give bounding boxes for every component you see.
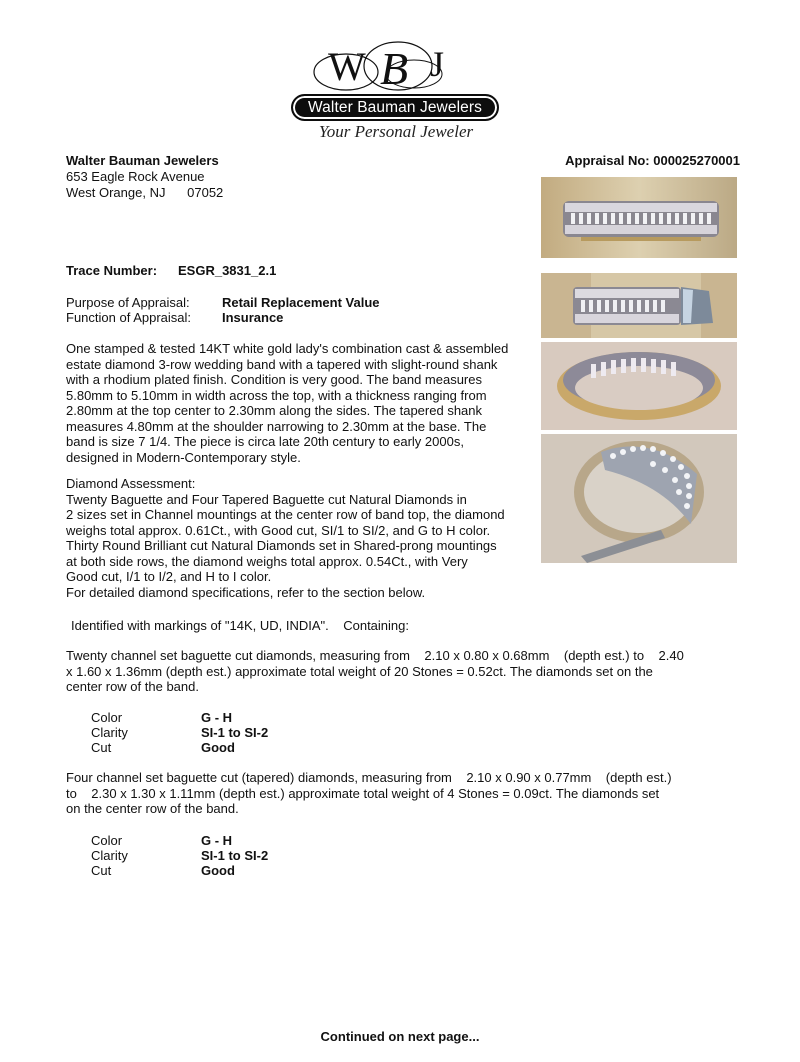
trace-number-value: ESGR_3831_2.1 [178, 263, 277, 278]
description-line: 5.80mm to 5.10mm in width across the top, with a thickness ranging from [66, 387, 487, 403]
spec-value: G - H [201, 710, 233, 725]
ring-inside-view-photo [541, 342, 737, 430]
function-label: Function of Appraisal: [66, 310, 192, 325]
wbj-monogram-icon [288, 36, 504, 92]
stone-group-line: Four channel set baguette cut (tapered) diamonds, measuring from 2.10 x 0.90 x 0.77mm (depth est.) [66, 770, 672, 785]
spec-value: SI-1 to SI-2 [201, 848, 269, 863]
stone-group-2-description [66, 770, 672, 817]
spec-label: Color [91, 833, 123, 848]
assessment-line: Thirty Round Brilliant cut Natural Diamonds set in Shared-prong mountings [66, 538, 497, 553]
appraisal-number: Appraisal No: 000025270001 [565, 153, 740, 168]
assessment-heading: Diamond Assessment: [66, 476, 196, 491]
spec-label: Clarity [91, 848, 128, 863]
spec-label: Cut [91, 740, 112, 755]
logo-tagline: Your Personal Jeweler [318, 122, 474, 141]
assessment-line: Twenty Baguette and Four Tapered Baguette cut Natural Diamonds in [66, 491, 467, 507]
ring-top-view-photo [541, 177, 737, 258]
item-description [66, 341, 508, 465]
description-line: estate diamond 3-row wedding band with a tapered with slight-round shank [66, 356, 498, 372]
spec-label: Color [91, 710, 123, 725]
svg-text:W: W [328, 44, 366, 89]
spec-value: G - H [201, 833, 233, 848]
spec-value: Good [201, 740, 235, 755]
purpose-value: Retail Replacement Value [222, 295, 380, 310]
svg-text:J: J [430, 44, 445, 84]
stone-group-line: to 2.30 x 1.30 x 1.11mm (depth est.) approximate total weight of 4 Stones = 0.09ct. The diamonds set [66, 785, 660, 801]
business-address-line1: 653 Eagle Rock Avenue [66, 169, 205, 184]
assessment-line: For detailed diamond specifications, refer to the section below. [66, 584, 426, 600]
svg-text:B: B [380, 43, 409, 92]
function-value: Insurance [222, 310, 284, 325]
stone-group-1-description [66, 648, 684, 695]
assessment-line: weighs total approx. 0.61Ct., with Good cut, SI/1 to SI/2, and G to H color. [66, 522, 491, 538]
assessment-line: Good cut, I/1 to I/2, and H to I color. [66, 569, 272, 584]
spec-label: Clarity [91, 725, 128, 740]
description-line: 2.80mm at the top center to 2.30mm along the sides. The tapered shank [66, 403, 483, 418]
stone-group-line: on the center row of the band. [66, 801, 239, 816]
description-line: band is size 7 1/4. The piece is circa late 20th century to early 2000s, [66, 434, 464, 449]
diamond-assessment [66, 476, 505, 600]
spec-value: Good [201, 863, 235, 878]
business-address-line2: West Orange, NJ 07052 [66, 185, 224, 200]
assessment-line: 2 sizes set in Channel mountings at the center row of band top, the diamond [66, 507, 505, 522]
assessment-line: at both side rows, the diamond weighs total approx. 0.54Ct., with Very [66, 553, 468, 569]
company-logo [288, 36, 504, 144]
stone-group-line: center row of the band. [66, 679, 199, 694]
description-line: with a rhodium plated finish. Condition is very good. The band measures [66, 372, 482, 387]
stone-group-line: x 1.60 x 1.36mm (depth est.) approximate total weight of 20 Stones = 0.52ct. The diamonds set on the [66, 663, 653, 679]
trace-number-label: Trace Number: [66, 263, 158, 278]
continued-footer: Continued on next page... [320, 1029, 480, 1044]
description-line: measures 4.80mm at the shoulder narrowing to 2.30mm at the base. The [66, 418, 487, 434]
purpose-label: Purpose of Appraisal: [66, 295, 190, 310]
ring-side-view-photo [541, 273, 737, 338]
markings-text: Identified with markings of "14K, UD, INDIA". Containing: [71, 618, 409, 633]
logo-name-banner: Walter Bauman Jewelers [291, 94, 499, 121]
description-line: designed in Modern-Contemporary style. [66, 449, 301, 465]
ring-angled-view-photo [541, 434, 737, 563]
business-name: Walter Bauman Jewelers [66, 153, 219, 168]
description-line: One stamped & tested 14KT white gold lady's combination cast & assembled [66, 341, 509, 356]
spec-label: Cut [91, 863, 112, 878]
spec-value: SI-1 to SI-2 [201, 725, 269, 740]
stone-group-line: Twenty channel set baguette cut diamonds, measuring from 2.10 x 0.80 x 0.68mm (depth est.) to 2.40 [66, 648, 684, 663]
